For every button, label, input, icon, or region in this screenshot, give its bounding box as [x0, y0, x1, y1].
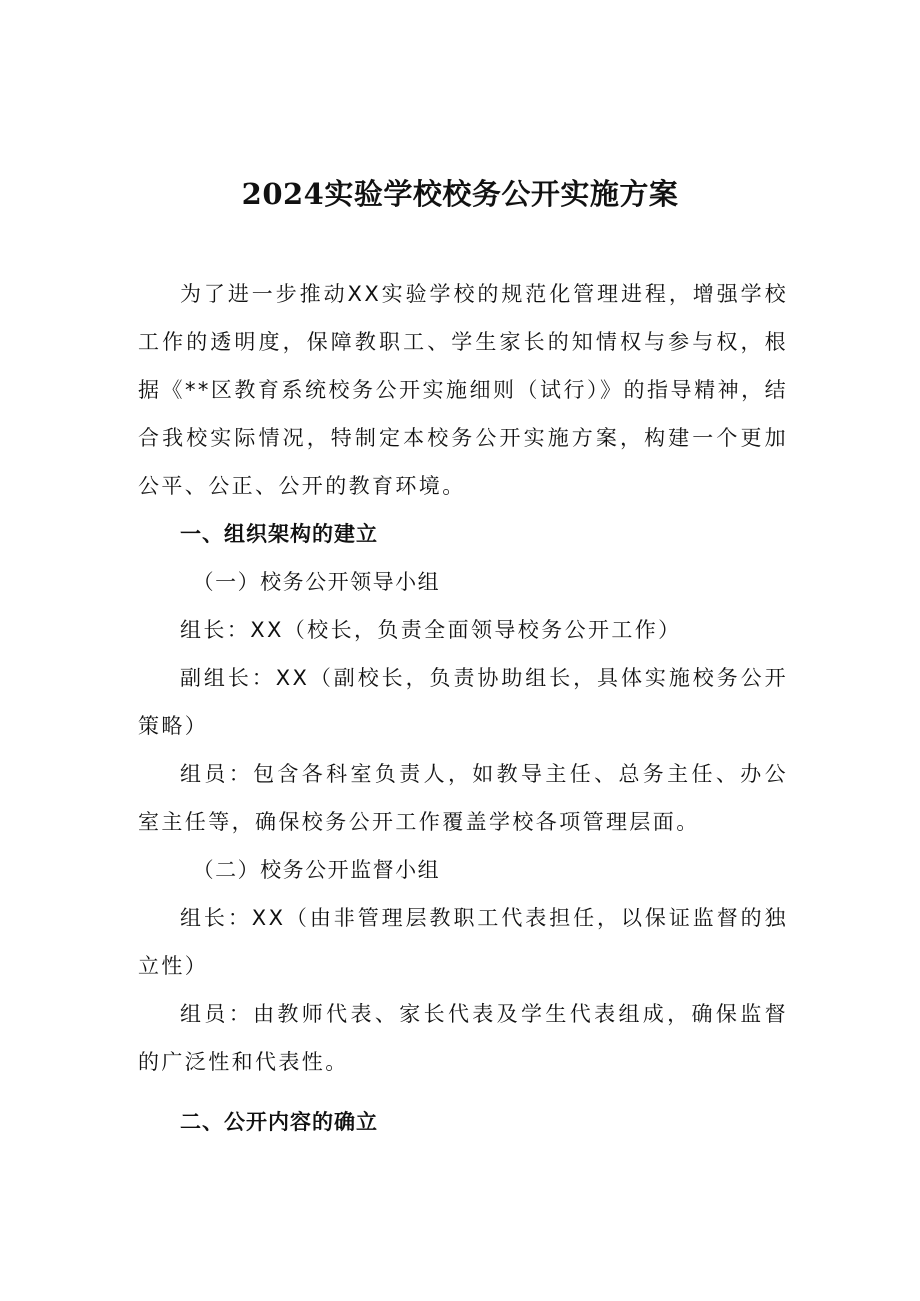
- intro-paragraph: 为了进一步推动XX实验学校的规范化管理进程，增强学校工作的透明度，保障教职工、学生家长的知情权与参与权，根据《**区教育系统校务公开实施细则（试行）》的指导精神，结合我校实际情况，特制定本校务公开实施方案，构建一个更加公平、公正、公开的教育环境。: [138, 282, 788, 498]
- supervision-group-leader: 组长：XX（由非管理层教职工代表担任，以保证监督的独立性）: [138, 906, 788, 978]
- document-body: [138, 270, 788, 1146]
- subsection-1-heading: （一）校务公开领导小组: [192, 570, 441, 594]
- subsection-2-heading: （二）校务公开监督小组: [192, 858, 441, 882]
- leadership-group-members: 组员：包含各科室负责人，如教导主任、总务主任、办公室主任等，确保校务公开工作覆盖学校各项管理层面。: [138, 762, 788, 834]
- leadership-group-leader: 组长：XX（校长，负责全面领导校务公开工作）: [180, 618, 682, 642]
- leadership-group-deputy: 副组长：XX（副校长，负责协助组长，具体实施校务公开策略）: [138, 666, 788, 738]
- supervision-group-members: 组员：由教师代表、家长代表及学生代表组成，确保监督的广泛性和代表性。: [138, 1002, 788, 1074]
- section-2-heading: 二、公开内容的确立: [180, 1110, 378, 1134]
- section-1-heading: 一、组织架构的建立: [180, 522, 378, 546]
- document-title: 2024实验学校校务公开实施方案: [241, 177, 679, 211]
